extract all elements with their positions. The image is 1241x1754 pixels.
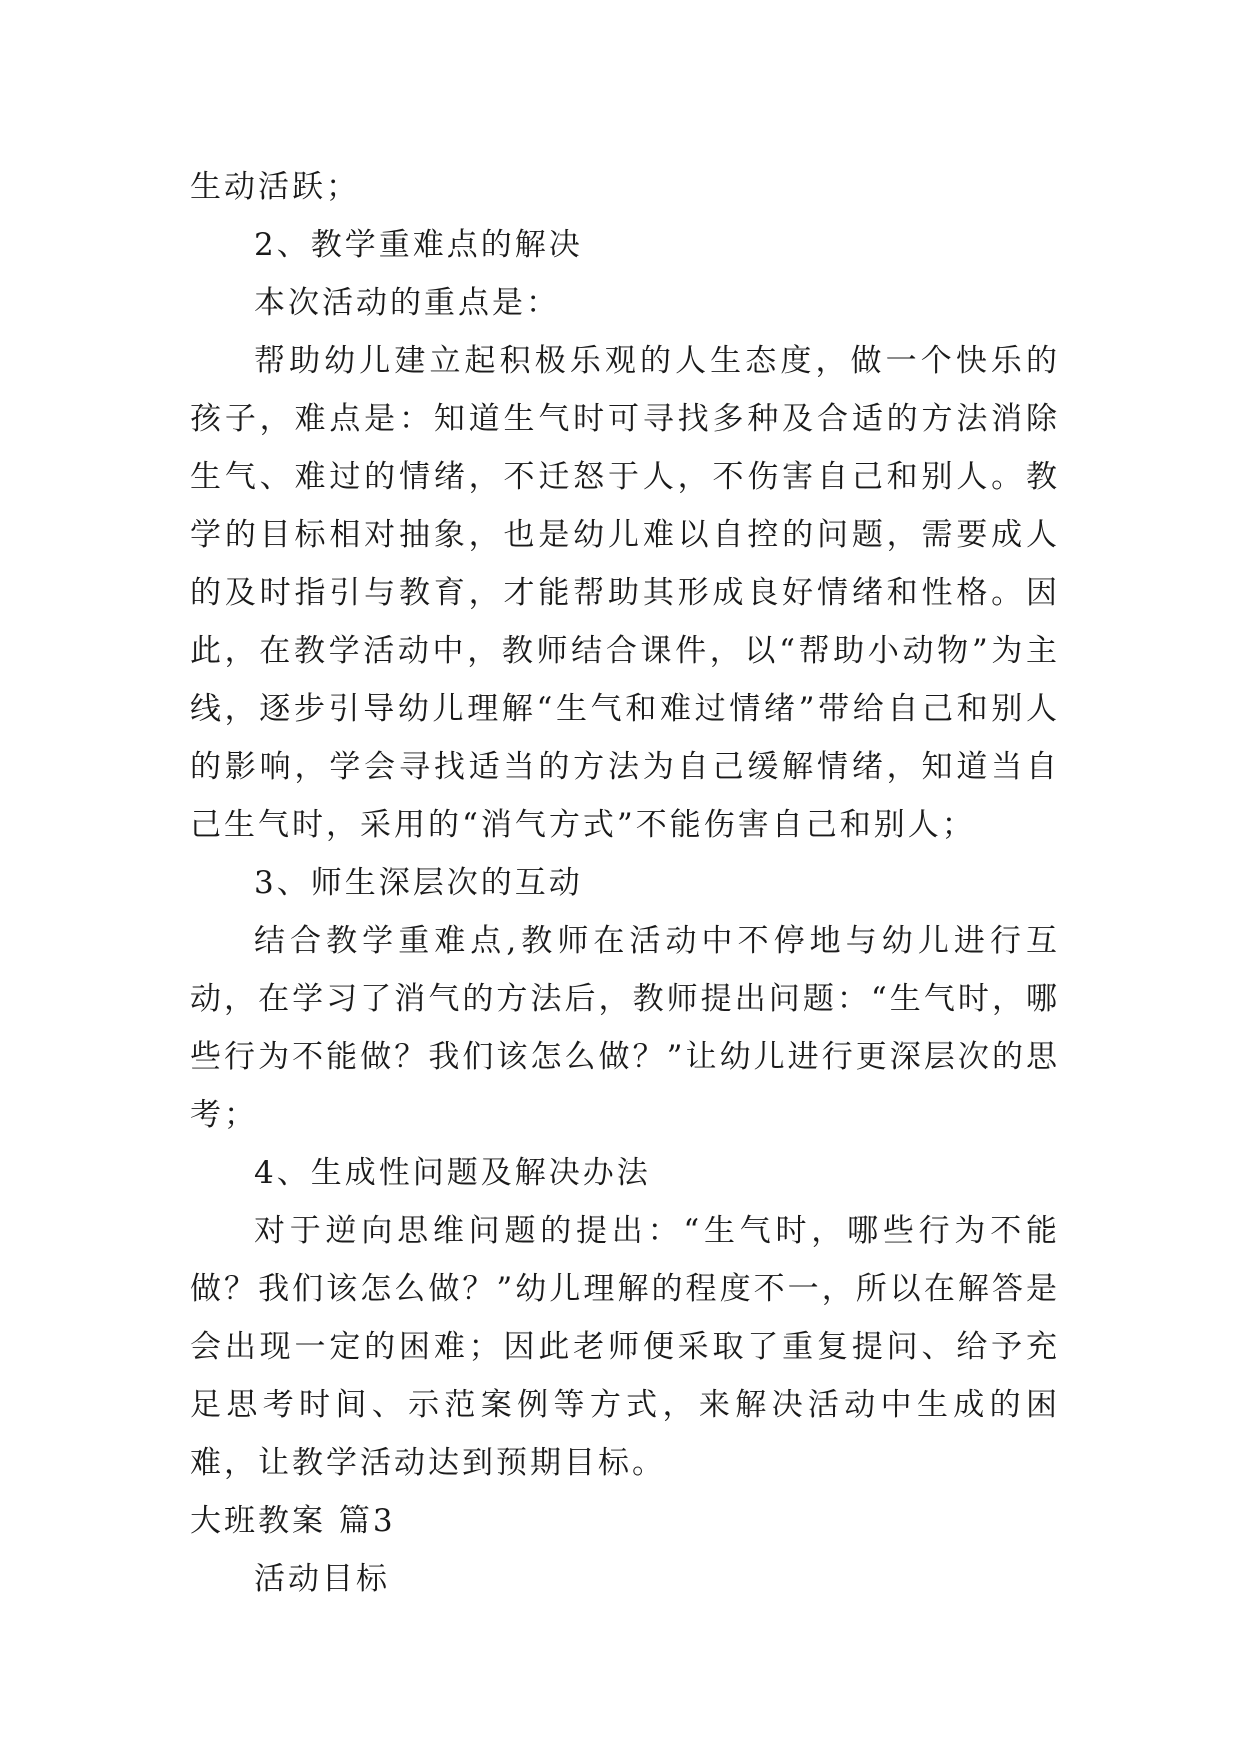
paragraph-interaction: 结合教学重难点,教师在活动中不停地与幼儿进行互动，在学习了消气的方法后，教师提出问题：“生气时，哪些行为不能做？我们该怎么做？”让幼儿进行更深层次的思考； [190, 923, 1060, 1133]
document-body [190, 158, 1060, 1608]
paragraph-continuation: 生动活跃； [190, 169, 360, 205]
section-heading-4: 4、生成性问题及解决办法 [254, 1155, 651, 1191]
section-heading-2: 2、教学重难点的解决 [254, 227, 583, 263]
paragraph-generative-problems: 对于逆向思维问题的提出：“生气时，哪些行为不能做？我们该怎么做？”幼儿理解的程度不一，所以在解答是会出现一定的困难；因此老师便采取了重复提问、给予充足思考时间、示范案例等方式，来解决活动中生成的困难，让教学活动达到预期目标。 [190, 1213, 1060, 1481]
paragraph-key-difficult-points: 帮助幼儿建立起积极乐观的人生态度，做一个快乐的孩子，难点是：知道生气时可寻找多种及合适的方法消除生气、难过的情绪，不迁怒于人，不伤害自己和别人。教学的目标相对抽象，也是幼儿难以自控的问题，需要成人的及时指引与教育，才能帮助其形成良好情绪和性格。因此，在教学活动中，教师结合课件，以“帮助小动物”为主线，逐步引导幼儿理解“生气和难过情绪”带给自己和别人的影响，学会寻找适当的方法为自己缓解情绪，知道当自己生气时，采用的“消气方式”不能伤害自己和别人； [190, 343, 1060, 843]
section-heading-3: 3、师生深层次的互动 [254, 865, 583, 901]
activity-goals-heading: 活动目标 [254, 1561, 390, 1597]
paragraph-key-point-intro: 本次活动的重点是： [254, 285, 560, 321]
lesson-plan-title: 大班教案 篇3 [190, 1503, 396, 1539]
